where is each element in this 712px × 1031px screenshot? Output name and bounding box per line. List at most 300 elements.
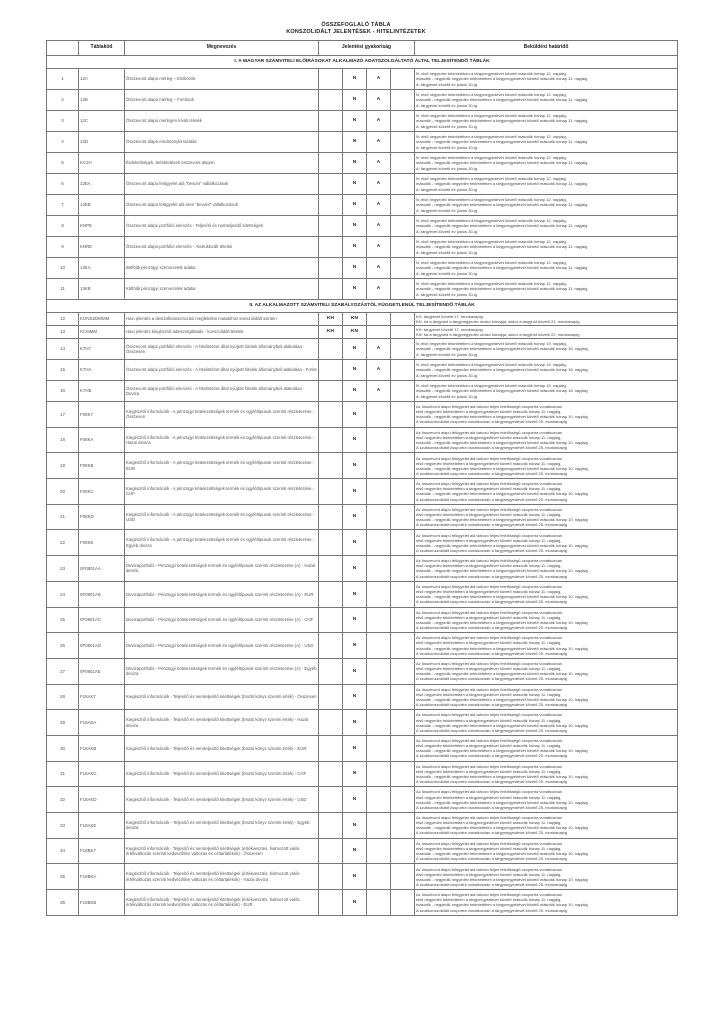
deadline-line: első negyedév tekintetében a tárgynegyedévet követő második hónap 11. napjáig, xyxy=(416,717,562,723)
table-code: F08KE xyxy=(79,530,125,556)
frequency-flag-3 xyxy=(367,313,391,326)
deadline-line: első negyedév tekintetében a tárgynegyedévet követő második hónap 11. napjáig, xyxy=(416,897,562,903)
table-code: 12EB xyxy=(79,195,125,216)
frequency-flag-3 xyxy=(367,838,391,864)
frequency-flag-4 xyxy=(391,787,415,813)
frequency-flag-2: N xyxy=(343,813,367,839)
frequency-flag-2: N xyxy=(343,111,367,132)
frequency-flag-1 xyxy=(319,258,343,279)
deadline-line: A: tárgyévet követő év június 30-ig xyxy=(416,291,478,297)
table-code: F08K7 xyxy=(79,402,125,428)
row-number: 21 xyxy=(47,504,79,530)
deadline-line: második - negyedik negyedév tekintetében a tárgynegyedévet követő második hónap 10. napjáig xyxy=(416,414,588,420)
row-number: 8 xyxy=(47,216,79,237)
frequency-flag-2: N xyxy=(343,787,367,813)
table-code: F08KD xyxy=(79,504,125,530)
deadline-line: második - negyedik negyedév tekintetében a tárgynegyedévet követő második hónap 10. napjáig xyxy=(416,722,588,728)
frequency-flag-1 xyxy=(319,453,343,479)
header-row xyxy=(47,41,678,56)
deadline-line: A: tárgyévet követő év június 30-ig xyxy=(416,165,478,171)
frequency-flag-1 xyxy=(319,633,343,659)
table-name: Kiegészítő információk - A pénzügyi kötelezettségek termék és ügyféltípusok szerinti részletezése - CHF xyxy=(125,479,319,505)
table-name: Összevont alapú portfólió elemzés - Átstrukturált tételek xyxy=(125,237,319,258)
row-number: 16 xyxy=(47,381,79,402)
table-name: Kiegészítő információk - Teljesítő és nemteljesítő kitettségek (bruttó könyv szerinti érték) - USD xyxy=(125,787,319,813)
deadline-line: A: tárgyévet követő év június 30-ig xyxy=(416,144,478,150)
deadline-line: Az összevont alapú felügyelet alá tartozó teljes felelősségű csoportra vonatkozóan xyxy=(416,481,563,487)
deadline-line: A szubkonszolidált csoportra vonatkozóan a tárgynegyedévet követő 25. munkanapig xyxy=(416,522,567,528)
deadline-line: második - negyedik negyedév tekintetében a tárgynegyedévet követő második hónap 11. napjáig xyxy=(416,76,588,82)
frequency-flag-1 xyxy=(319,339,343,360)
row-number: 29 xyxy=(47,710,79,736)
frequency-flag-4 xyxy=(391,174,415,195)
frequency-flag-2: N xyxy=(343,90,367,111)
frequency-flag-3: A xyxy=(367,237,391,258)
deadline-line: Az összevont alapú felügyelet alá tartozó teljes felelősségű csoportra vonatkozóan xyxy=(416,840,563,846)
table-name: Devizaportfolió - Pénzügyi kötelezettségek termék és ügyféltípusok szerinti részletezése (A) - CHF xyxy=(125,607,319,633)
frequency-flag-4 xyxy=(391,360,415,381)
deadline-line: Az összevont alapú felügyelet alá tartozó teljes felelősségű csoportra vonatkozóan xyxy=(416,892,563,898)
table-row xyxy=(47,111,678,132)
frequency-flag-4 xyxy=(391,313,415,326)
frequency-flag-3: A xyxy=(367,90,391,111)
table-code: F18AKC xyxy=(79,761,125,787)
table-name: Belföldi pénzügyi szervezetek adatai xyxy=(125,258,319,279)
table-code: F18BKB xyxy=(79,890,125,916)
deadline-line: N: első negyedév tekintetében a tárgynegyedévet követő második hónap 12. napjáig, xyxy=(416,134,567,140)
row-number: 17 xyxy=(47,402,79,428)
frequency-flag-1 xyxy=(319,381,343,402)
deadline-line: Az összevont alapú felügyelet alá tartozó teljes felelősségű csoportra vonatkozóan xyxy=(416,532,563,538)
deadline-line: N: első negyedév tekintetében a tárgynegyedévet követő második hónap 12. napjáig, xyxy=(416,113,567,119)
table-code: 13KA xyxy=(79,258,125,279)
section-heading: II. AZ ALKALMAZOTT SZÁMVITELI SZABÁLYOZÁSTÓL FÜGGETLENÜL TELJESÍTENDŐ TÁBLÁK xyxy=(47,300,678,313)
deadline-line: második - negyedik negyedév tekintetében a tárgynegyedévet követő második hónap 18. napjáig xyxy=(416,388,588,394)
deadline-line: első negyedév tekintetében a tárgynegyedévet követő második hónap 11. napjáig, xyxy=(416,845,562,851)
frequency-flag-3 xyxy=(367,581,391,607)
deadline-line: második - negyedik negyedév tekintetében a tárgynegyedévet követő második hónap 11. napjáig xyxy=(416,97,588,103)
table-row xyxy=(47,556,678,582)
table-name: Kiegészítő információk - Teljesítő és nemteljesítő kitettségek (bruttó könyv szerinti érték) - CHF xyxy=(125,761,319,787)
deadline-line: A: tárgyévet követő év június 30-ig xyxy=(416,372,478,378)
row-number: 11 xyxy=(47,279,79,300)
deadline-line: második - negyedik negyedév tekintetében a tárgynegyedévet követő második hónap 10. napjáig xyxy=(416,491,588,497)
row-number: 13 xyxy=(47,326,79,339)
frequency-flag-4 xyxy=(391,607,415,633)
deadline-cell xyxy=(415,326,678,339)
frequency-flag-2: N xyxy=(343,556,367,582)
row-number: 10 xyxy=(47,258,79,279)
table-row xyxy=(47,258,678,279)
frequency-flag-4 xyxy=(391,556,415,582)
table-code: K7HA xyxy=(79,360,125,381)
deadline-line: második - negyedik negyedév tekintetében a tárgynegyedévet követő második hónap 11. napjáig xyxy=(416,202,588,208)
table-name: Összevont alapú eredménykimutatás xyxy=(125,132,319,153)
frequency-flag-1 xyxy=(319,153,343,174)
deadline-line: második - negyedik negyedév tekintetében a tárgynegyedévet követő második hónap 10. napjáig xyxy=(416,696,588,702)
table-code: 12A xyxy=(79,69,125,90)
row-number: 30 xyxy=(47,735,79,761)
deadline-line: Az összevont alapú felügyelet alá tartozó teljes felelősségű csoportra vonatkozóan xyxy=(416,429,563,435)
table-row xyxy=(47,581,678,607)
table-code: K7HB xyxy=(79,381,125,402)
row-number: 18 xyxy=(47,427,79,453)
table-code: 12EA xyxy=(79,174,125,195)
deadline-line: első negyedév tekintetében a tárgynegyedévet követő második hónap 11. napjáig, xyxy=(416,640,562,646)
row-number: 26 xyxy=(47,633,79,659)
frequency-flag-4 xyxy=(391,581,415,607)
table-code: 0F0801AD xyxy=(79,633,125,659)
deadline-line: Az összevont alapú felügyelet alá tartozó teljes felelősségű csoportra vonatkozóan xyxy=(416,583,563,589)
table-name: Külföldi pénzügyi szervezetek adatai xyxy=(125,279,319,300)
frequency-flag-3 xyxy=(367,710,391,736)
row-number: 25 xyxy=(47,607,79,633)
deadline-line: első negyedév tekintetében a tárgynegyedévet követő második hónap 11. napjáig, xyxy=(416,871,562,877)
table-row xyxy=(47,402,678,428)
deadline-line: A szubkonszolidált csoportra vonatkozóan a tárgynegyedévet követő 25. munkanapig xyxy=(416,599,567,605)
frequency-flag-3 xyxy=(367,787,391,813)
deadline-line: Az összevont alapú felügyelet alá tartozó teljes felelősségű csoportra vonatkozóan xyxy=(416,635,563,641)
table-code: 12C xyxy=(79,111,125,132)
deadline-line: második - negyedik negyedév tekintetében a tárgynegyedévet követő második hónap 10. napjáig xyxy=(416,799,588,805)
frequency-flag-1 xyxy=(319,279,343,300)
deadline-line: Az összevont alapú felügyelet alá tartozó teljes felelősségű csoportra vonatkozóan xyxy=(416,506,563,512)
deadline-line: A szubkonszolidált csoportra vonatkozóan a tárgynegyedévet követő 25. munkanapig xyxy=(416,856,567,862)
frequency-flag-4 xyxy=(391,838,415,864)
table-code: F18BK7 xyxy=(79,838,125,864)
deadline-line: Az összevont alapú felügyelet alá tartozó teljes felelősségű csoportra vonatkozóan xyxy=(416,404,563,410)
frequency-flag-3: A xyxy=(367,111,391,132)
frequency-flag-4 xyxy=(391,658,415,684)
frequency-flag-4 xyxy=(391,339,415,360)
deadline-line: második - negyedik negyedév tekintetében a tárgynegyedévet követő második hónap 10. napjáig xyxy=(416,876,588,882)
frequency-flag-3 xyxy=(367,890,391,916)
table-row xyxy=(47,153,678,174)
table-name: Kiegészítő információk - Teljesítő és nemteljesítő kitettségek (értékvesztés, halmozott valós értékváltozás szerinti kedvezőtlen változás és céltartalékok) - Hazai deviza xyxy=(125,864,319,890)
frequency-flag-1 xyxy=(319,90,343,111)
row-number: 28 xyxy=(47,684,79,710)
frequency-flag-4 xyxy=(391,69,415,90)
col-header-frequency: Jelentési gyakoriság xyxy=(319,41,415,56)
table-row xyxy=(47,132,678,153)
row-number: 7 xyxy=(47,195,79,216)
table-row xyxy=(47,90,678,111)
table-code: F18AKE xyxy=(79,813,125,839)
row-number: 5 xyxy=(47,153,79,174)
frequency-flag-2: N xyxy=(343,658,367,684)
deadline-line: első negyedév tekintetében a tárgynegyedévet követő második hónap 11. napjáig, xyxy=(416,434,562,440)
frequency-flag-1 xyxy=(319,710,343,736)
deadline-line: második - negyedik negyedév tekintetében a tárgynegyedévet követő második hónap 11. napjáig xyxy=(416,223,588,229)
deadline-line: Az összevont alapú felügyelet alá tartozó teljes felelősségű csoportra vonatkozóan xyxy=(416,815,563,821)
table-code: 0F0801AA xyxy=(79,556,125,582)
deadline-line: KH: tárgyévet követő 17. munkanapig xyxy=(416,326,483,332)
frequency-flag-2: N xyxy=(343,479,367,505)
frequency-flag-3: A xyxy=(367,258,391,279)
deadline-cell xyxy=(415,237,678,258)
row-number: 15 xyxy=(47,360,79,381)
table-row xyxy=(47,195,678,216)
table-name: Kiegészítő információk - Teljesítő és nemteljesítő kitettségek (bruttó könyv szerinti érték) - Hazai deviza xyxy=(125,710,319,736)
frequency-flag-2: N xyxy=(343,761,367,787)
frequency-flag-3 xyxy=(367,504,391,530)
deadline-line: első negyedév tekintetében a tárgynegyedévet követő második hónap 11. napjáig, xyxy=(416,768,562,774)
table-row xyxy=(47,633,678,659)
deadline-line: második - negyedik negyedév tekintetében a tárgynegyedévet követő második hónap 11. napjáig xyxy=(416,265,588,271)
table-name: Kiegészítő információk - A pénzügyi kötelezettségek termék és ügyféltípusok szerinti részletezése - USD xyxy=(125,504,319,530)
table-name: Kiegészítő információk - A pénzügyi kötelezettségek termék és ügyféltípusok szerinti részletezése - Hazai deviza xyxy=(125,427,319,453)
deadline-line: második - negyedik negyedév tekintetében a tárgynegyedévet követő második hónap 10. napjáig xyxy=(416,645,588,651)
deadline-cell xyxy=(415,216,678,237)
table-row xyxy=(47,658,678,684)
row-number: 35 xyxy=(47,864,79,890)
table-name: Havi jelentés kiegészítő adatszolgáltatás - konszolidált tételek xyxy=(125,326,319,339)
deadline-cell xyxy=(415,735,678,761)
deadline-line: N: első negyedév tekintetében a tárgynegyedévet követő második hónap 12. napjáig, xyxy=(416,176,567,182)
frequency-flag-1 xyxy=(319,890,343,916)
deadline-line: első negyedév tekintetében a tárgynegyedévet követő második hónap 11. napjáig, xyxy=(416,666,562,672)
frequency-flag-4 xyxy=(391,633,415,659)
frequency-flag-2: KN xyxy=(343,326,367,339)
deadline-line: második - negyedik negyedév tekintetében a tárgynegyedévet követő második hónap 10. napjáig xyxy=(416,619,588,625)
frequency-flag-2: N xyxy=(343,530,367,556)
frequency-flag-1 xyxy=(319,360,343,381)
deadline-cell xyxy=(415,838,678,864)
frequency-flag-2: N xyxy=(343,195,367,216)
frequency-flag-1 xyxy=(319,69,343,90)
deadline-line: második - negyedik negyedév tekintetében a tárgynegyedévet követő második hónap 11. napjáig xyxy=(416,244,588,250)
deadline-line: második - negyedik negyedév tekintetében a tárgynegyedévet követő második hónap 10. napjáig xyxy=(416,902,588,908)
table-row xyxy=(47,710,678,736)
row-number: 20 xyxy=(47,479,79,505)
frequency-flag-2: N xyxy=(343,237,367,258)
deadline-cell xyxy=(415,381,678,402)
deadline-line: N: első negyedév tekintetében a tárgynegyedévet követő második hónap 12. napjáig, xyxy=(416,92,567,98)
deadline-line: első negyedév tekintetében a tárgynegyedévet követő második hónap 11. napjáig, xyxy=(416,512,562,517)
deadline-cell xyxy=(415,530,678,556)
col-header-name: Megnevezés xyxy=(125,41,319,56)
page-subtitle: KONSZOLIDÁLT JELENTÉSEK - HITELINTÉZETEK xyxy=(286,29,426,35)
deadline-line: első negyedév tekintetében a tárgynegyedévet követő második hónap 11. napjáig, xyxy=(416,486,562,492)
frequency-flag-4 xyxy=(391,684,415,710)
frequency-flag-3 xyxy=(367,402,391,428)
table-name: Kiegészítő információk - Teljesítő és nemteljesítő kitettségek (értékvesztés, halmozott valós értékváltozás szerinti kedvezőtlen változás és céltartalékok) - Összesen xyxy=(125,838,319,864)
deadline-cell xyxy=(415,787,678,813)
table-code: 12D xyxy=(79,132,125,153)
frequency-flag-2: N xyxy=(343,453,367,479)
frequency-flag-3 xyxy=(367,453,391,479)
table-row xyxy=(47,313,678,326)
deadline-line: A szubkonszolidált csoportra vonatkozóan a tárgynegyedévet követő 25. munkanapig xyxy=(416,907,567,913)
row-number: 22 xyxy=(47,530,79,556)
row-number: 36 xyxy=(47,890,79,916)
table-row xyxy=(47,735,678,761)
section-row xyxy=(47,300,678,313)
frequency-flag-3: A xyxy=(367,216,391,237)
deadline-cell xyxy=(415,453,678,479)
frequency-flag-2: N xyxy=(343,402,367,428)
deadline-cell xyxy=(415,132,678,153)
deadline-line: A szubkonszolidált csoportra vonatkozóan a tárgynegyedévet követő 25. munkanapig xyxy=(416,624,567,630)
table-row xyxy=(47,279,678,300)
deadline-cell xyxy=(415,710,678,736)
frequency-flag-1 xyxy=(319,132,343,153)
frequency-flag-1 xyxy=(319,402,343,428)
deadline-line: N: első negyedév tekintetében a tárgynegyedévet követő második hónap 12. napjáig, xyxy=(416,71,567,77)
deadline-line: második - negyedik negyedév tekintetében a tárgynegyedévet követő második hónap 10. napjáig xyxy=(416,542,588,548)
deadline-line: első negyedév tekintetében a tárgynegyedévet követő második hónap 11. napjáig, xyxy=(416,743,562,749)
row-number: 6 xyxy=(47,174,79,195)
section-heading: I. A MAGYAR SZÁMVITELI ELŐÍRÁSOKAT ALKALMAZÓ ADATSZOLGÁLTATÓ ÁLTAL TELJESÍTENDŐ TÁBLÁK xyxy=(47,56,678,69)
deadline-line: A szubkonszolidált csoportra vonatkozóan a tárgynegyedévet követő 25. munkanapig xyxy=(416,496,567,502)
frequency-flag-3: A xyxy=(367,279,391,300)
frequency-flag-4 xyxy=(391,279,415,300)
frequency-flag-1: KH xyxy=(319,313,343,326)
deadline-cell xyxy=(415,69,678,90)
frequency-flag-3 xyxy=(367,479,391,505)
frequency-flag-2: N xyxy=(343,258,367,279)
frequency-flag-1 xyxy=(319,237,343,258)
table-row xyxy=(47,761,678,787)
frequency-flag-3: A xyxy=(367,360,391,381)
row-number: 32 xyxy=(47,787,79,813)
row-number: 14 xyxy=(47,339,79,360)
frequency-flag-4 xyxy=(391,111,415,132)
frequency-flag-2: N xyxy=(343,890,367,916)
table-name: Összevont alapú mérlegen kívüli tételek xyxy=(125,111,319,132)
deadline-line: második - negyedik negyedév tekintetében a tárgynegyedévet követő második hónap 10. napjáig xyxy=(416,440,588,446)
summary-table xyxy=(46,40,678,916)
deadline-line: A: tárgyévet követő év június 30-ig xyxy=(416,270,478,276)
table-row xyxy=(47,339,678,360)
table-code: 13KB xyxy=(79,279,125,300)
deadline-line: Az összevont alapú felügyelet alá tartozó teljes felelősségű csoportra vonatkozóan xyxy=(416,455,563,461)
deadline-line: A szubkonszolidált csoportra vonatkozóan a tárgynegyedévet követő 25. munkanapig xyxy=(416,419,567,425)
frequency-flag-1 xyxy=(319,111,343,132)
frequency-flag-4 xyxy=(391,195,415,216)
table-code: F18AKD xyxy=(79,787,125,813)
deadline-line: A szubkonszolidált csoportra vonatkozóan a tárgynegyedévet követő 25. munkanapig xyxy=(416,470,567,476)
deadline-line: Az összevont alapú felügyelet alá tartozó teljes felelősségű csoportra vonatkozóan xyxy=(416,609,563,615)
deadline-cell xyxy=(415,607,678,633)
frequency-flag-3 xyxy=(367,813,391,839)
row-number: 31 xyxy=(47,761,79,787)
table-row xyxy=(47,237,678,258)
deadline-line: A szubkonszolidált csoportra vonatkozóan a tárgynegyedévet követő 25. munkanapig xyxy=(416,830,567,836)
frequency-flag-4 xyxy=(391,427,415,453)
table-row xyxy=(47,787,678,813)
frequency-flag-3 xyxy=(367,607,391,633)
row-number: 19 xyxy=(47,453,79,479)
frequency-flag-4 xyxy=(391,258,415,279)
frequency-flag-4 xyxy=(391,216,415,237)
table-name: Összevont alapú felügyelet alá "bevont" vállalkozások xyxy=(125,174,319,195)
table-code: F08KB xyxy=(79,453,125,479)
deadline-line: KH: tárgyévet követő 17. munkanapig xyxy=(416,313,483,319)
frequency-flag-2: N xyxy=(343,381,367,402)
table-code: KNPE xyxy=(79,216,125,237)
deadline-line: második - negyedik negyedév tekintetében a tárgynegyedévet követő második hónap 10. napjáig xyxy=(416,851,588,857)
deadline-cell xyxy=(415,633,678,659)
deadline-cell xyxy=(415,90,678,111)
frequency-flag-4 xyxy=(391,402,415,428)
row-number: 2 xyxy=(47,90,79,111)
frequency-flag-2: N xyxy=(343,581,367,607)
frequency-flag-1 xyxy=(319,864,343,890)
table-name: Kiegészítő információk - A pénzügyi kötelezettségek termék és ügyféltípusok szerinti részletezése - EUR xyxy=(125,453,319,479)
table-row xyxy=(47,890,678,916)
table-row xyxy=(47,381,678,402)
deadline-cell xyxy=(415,313,678,326)
table-name: Kiegészítő információk - A pénzügyi kötelezettségek termék és ügyféltípusok szerinti részletezése - Egyéb deviza xyxy=(125,530,319,556)
table-code: 0F0801AE xyxy=(79,658,125,684)
frequency-flag-3 xyxy=(367,658,391,684)
table-code: F08KC xyxy=(79,479,125,505)
frequency-flag-4 xyxy=(391,90,415,111)
deadline-line: N: első negyedév tekintetében a tárgynegyedévet követő második hónap 12. napjáig, xyxy=(416,155,567,161)
frequency-flag-2: N xyxy=(343,607,367,633)
table-row xyxy=(47,216,678,237)
table-name: Kiegészítő információk - Teljesítő és nemteljesítő kitettségek (bruttó könyv szerinti érték) - Egyéb deviza xyxy=(125,813,319,839)
table-code: F18AKB xyxy=(79,735,125,761)
table-name: Összevont alapú mérleg – Eszközök xyxy=(125,69,319,90)
deadline-line: A: tárgyévet követő év június 30-ig xyxy=(416,102,478,108)
deadline-line: Az összevont alapú felügyelet alá tartozó teljes felelősségű csoportra vonatkozóan xyxy=(416,558,563,564)
frequency-flag-4 xyxy=(391,381,415,402)
table-name: Összevont alapú portfólió elemzés - A hitelintézet által nyújtott hitelek állománybeli alakulása - Deviza xyxy=(125,381,319,402)
table-code: 0F0801AC xyxy=(79,607,125,633)
table-name: Összevont alapú portfólió elemzés - Teljesítő és nemteljesítő kitettségek xyxy=(125,216,319,237)
table-name: Érdekeltségek, befektetések összevont alapon xyxy=(125,153,319,174)
table-code: KC2H xyxy=(79,153,125,174)
frequency-flag-2: N xyxy=(343,427,367,453)
frequency-flag-2: N xyxy=(343,279,367,300)
frequency-flag-2: N xyxy=(343,864,367,890)
deadline-cell xyxy=(415,279,678,300)
frequency-flag-2: N xyxy=(343,132,367,153)
deadline-line: A szubkonszolidált csoportra vonatkozóan a tárgynegyedévet követő 25. munkanapig xyxy=(416,573,567,579)
deadline-line: A szubkonszolidált csoportra vonatkozóan a tárgynegyedévet követő 25. munkanapig xyxy=(416,804,567,810)
table-code: 0F0801AB xyxy=(79,581,125,607)
frequency-flag-3 xyxy=(367,326,391,339)
row-number: 34 xyxy=(47,838,79,864)
deadline-line: N: első negyedév tekintetében a tárgynegyedévet követő második hónap 12. napjáig, xyxy=(416,281,567,287)
frequency-flag-3 xyxy=(367,864,391,890)
deadline-line: Az összevont alapú felügyelet alá tartozó teljes felelősségű csoportra vonatkozóan xyxy=(416,789,563,795)
deadline-cell xyxy=(415,195,678,216)
table-code: F08KA xyxy=(79,427,125,453)
deadline-cell xyxy=(415,556,678,582)
frequency-flag-2: N xyxy=(343,633,367,659)
frequency-flag-4 xyxy=(391,530,415,556)
frequency-flag-1 xyxy=(319,838,343,864)
deadline-line: második - negyedik negyedév tekintetében a tárgynegyedévet követő második hónap 10. napjáig xyxy=(416,568,588,574)
frequency-flag-4 xyxy=(391,864,415,890)
deadline-line: A: tárgyévet követő év június 30-ig xyxy=(416,81,478,87)
frequency-flag-1 xyxy=(319,761,343,787)
deadline-line: második - negyedik negyedév tekintetében a tárgynegyedévet követő második hónap 11. napjáig xyxy=(416,139,588,145)
table-code: KNRE xyxy=(79,237,125,258)
col-header-number xyxy=(47,41,79,56)
table-name: Havi jelentés a devizafinanszírozási megfelelési mutatóhoz konszolidált szinten xyxy=(125,313,319,326)
frequency-flag-3: A xyxy=(367,69,391,90)
frequency-flag-1 xyxy=(319,216,343,237)
deadline-line: Az összevont alapú felügyelet alá tartozó teljes felelősségű csoportra vonatkozóan xyxy=(416,686,563,692)
frequency-flag-3: A xyxy=(367,153,391,174)
deadline-line: N: első negyedév tekintetében a tárgynegyedévet követő második hónap 12. napjáig, xyxy=(416,239,567,245)
deadline-cell xyxy=(415,339,678,360)
frequency-flag-2: N xyxy=(343,838,367,864)
